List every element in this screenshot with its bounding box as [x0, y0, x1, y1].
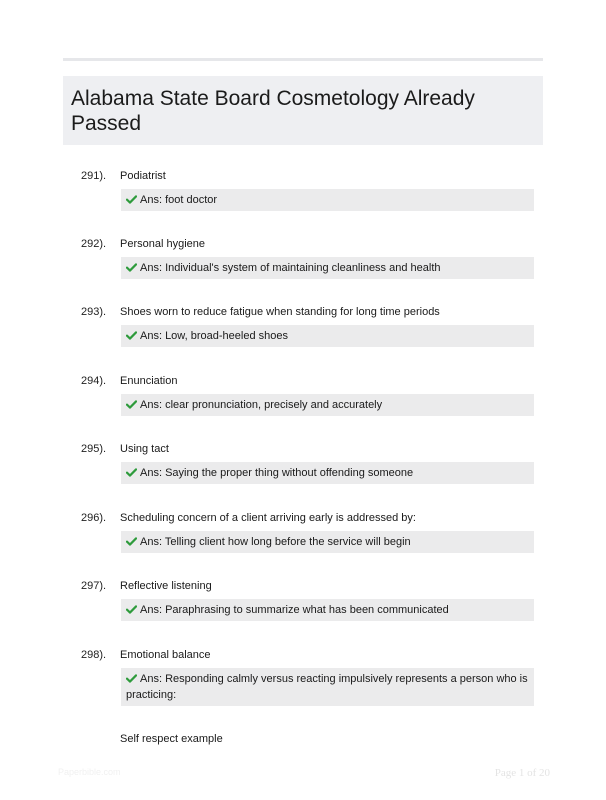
checkmark-icon: [126, 195, 137, 204]
answer-box: [121, 257, 534, 279]
trailing-question-text: Self respect example: [120, 733, 223, 745]
answer-text: Ans: clear pronunciation, precisely and accurately: [140, 399, 383, 411]
answer-text: Ans: Low, broad-heeled shoes: [140, 330, 288, 342]
answer-box: [121, 599, 534, 621]
answer-text: Ans: Individual's system of maintaining cleanliness and health: [140, 262, 441, 274]
question-text: Reflective listening: [120, 580, 212, 592]
document-title: Alabama State Board Cosmetology Already Passed: [71, 87, 475, 135]
checkmark-icon: [126, 263, 137, 272]
qa-item: [0, 374, 606, 434]
footer-site-watermark: Paperbible.com: [58, 767, 121, 777]
qa-item: [0, 305, 606, 365]
checkmark-icon: [126, 605, 137, 614]
qa-item: [0, 511, 606, 571]
question-text: Podiatrist: [120, 170, 166, 182]
qa-item: [0, 169, 606, 229]
question-text: Enunciation: [120, 375, 178, 387]
answer-text: Ans: foot doctor: [140, 194, 218, 206]
checkmark-icon: [126, 468, 137, 477]
qa-item: [0, 442, 606, 502]
top-divider: [63, 58, 543, 61]
answer-text: Ans: Saying the proper thing without offending someone: [140, 467, 414, 479]
answer-box: [121, 462, 534, 484]
qa-item: [0, 648, 606, 708]
qa-item: [0, 579, 606, 639]
question-number: 295).: [81, 443, 107, 455]
answer-box: [121, 189, 534, 211]
answer-box: [121, 325, 534, 347]
qa-item: [0, 237, 606, 297]
answer-box: [121, 531, 534, 553]
question-text: Using tact: [120, 443, 169, 455]
checkmark-icon: [126, 674, 137, 683]
question-number: 296).: [81, 512, 107, 524]
checkmark-icon: [126, 331, 137, 340]
page-indicator: Page 1 of 20: [494, 767, 550, 779]
question-text: Scheduling concern of a client arriving early is addressed by:: [120, 512, 416, 524]
answer-box: [121, 394, 534, 416]
question-number: 297).: [81, 580, 107, 592]
title-banner: [63, 76, 543, 145]
answer-text: Ans: Paraphrasing to summarize what has been communicated: [140, 604, 449, 616]
question-text: Shoes worn to reduce fatigue when standing for long time periods: [120, 306, 440, 318]
question-number: 298).: [81, 649, 107, 661]
question-text: Emotional balance: [120, 649, 211, 661]
checkmark-icon: [126, 400, 137, 409]
question-number: 292).: [81, 238, 107, 250]
question-number: 294).: [81, 375, 107, 387]
answer-box: [121, 668, 534, 706]
question-number: 293).: [81, 306, 107, 318]
question-number: 291).: [81, 170, 107, 182]
checkmark-icon: [126, 537, 137, 546]
question-text: Personal hygiene: [120, 238, 206, 250]
answer-text: Ans: Responding calmly versus reacting impulsively represents a person who is practicing:: [126, 673, 528, 701]
answer-text: Ans: Telling client how long before the service will begin: [140, 536, 411, 548]
